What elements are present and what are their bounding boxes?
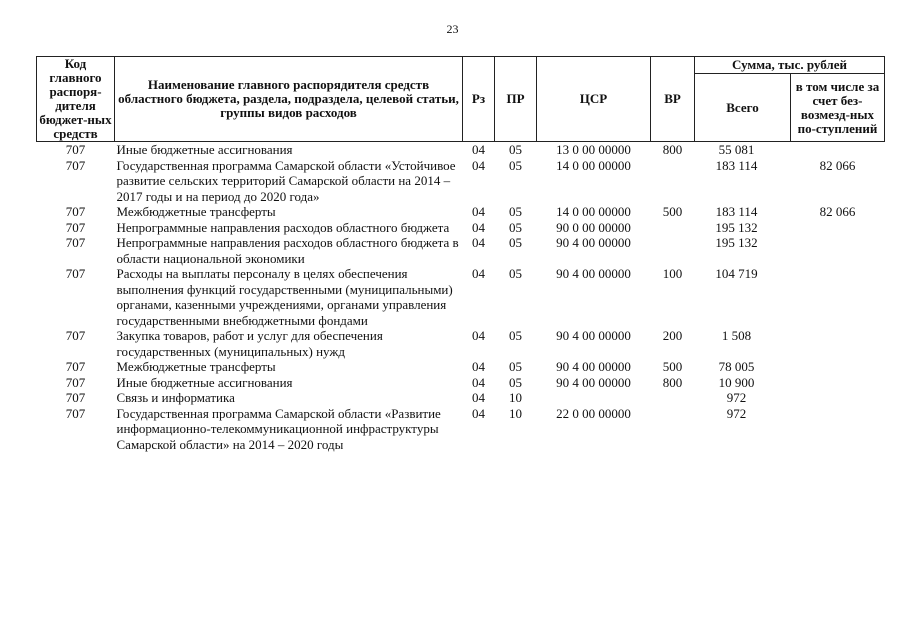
cell-free xyxy=(791,328,885,359)
cell-vr: 800 xyxy=(662,374,683,390)
cell-code: 707 xyxy=(65,405,86,421)
cell-pr: 10 xyxy=(509,390,522,405)
cell-rz: 04 xyxy=(472,359,485,374)
cell-csr: 90 4 00 00000 xyxy=(556,328,631,343)
table-row xyxy=(37,235,885,266)
table-body xyxy=(37,142,885,453)
cell-rz: 04 xyxy=(472,374,485,390)
cell-total: 972 xyxy=(726,390,747,405)
budget-table xyxy=(36,56,885,452)
cell-pr: 05 xyxy=(509,142,522,157)
cell-total: 10 900 xyxy=(718,374,755,390)
cell-name: Закупка товаров, работ и услуг для обеспечения государственных (муниципальных) нужд xyxy=(116,328,383,359)
table-header xyxy=(37,57,885,142)
cell-rz: 04 xyxy=(472,219,485,235)
table-row xyxy=(37,204,885,220)
cell-total: 183 114 xyxy=(715,157,758,173)
table-row xyxy=(37,406,885,453)
header-vr: ВР xyxy=(651,57,695,142)
cell-vr: 500 xyxy=(662,204,683,219)
cell-code: 707 xyxy=(65,157,86,173)
table-row xyxy=(37,359,885,375)
cell-name: Иные бюджетные ассигнования xyxy=(116,142,293,157)
cell-free: 82 066 xyxy=(819,157,856,173)
cell-rz: 04 xyxy=(472,390,485,405)
cell-total: 1 508 xyxy=(721,328,752,343)
cell-vr: 500 xyxy=(662,359,683,374)
table-row xyxy=(37,142,885,158)
cell-csr: 90 4 00 00000 xyxy=(556,235,631,250)
cell-pr: 05 xyxy=(509,157,522,173)
table-row xyxy=(37,375,885,391)
cell-csr: 13 0 00 00000 xyxy=(556,142,631,157)
cell-total: 972 xyxy=(726,405,747,421)
cell-csr: 14 0 00 00000 xyxy=(556,204,631,219)
cell-code: 707 xyxy=(65,359,86,374)
cell-rz: 04 xyxy=(472,328,485,343)
cell-vr: 800 xyxy=(662,142,683,157)
cell-code: 707 xyxy=(65,142,86,157)
header-rz: Рз xyxy=(463,57,495,142)
cell-free xyxy=(791,375,885,391)
cell-name: Непрограммные направления расходов областного бюджета в области национальной экономики xyxy=(116,235,459,266)
page-number: 23 xyxy=(446,22,459,36)
cell-pr: 05 xyxy=(509,374,522,390)
header-name: Наименование главного распорядителя средств областного бюджета, раздела, подраздела, целевой статьи, группы видов расходов xyxy=(115,57,463,142)
cell-csr xyxy=(537,390,651,406)
cell-pr: 05 xyxy=(509,219,522,235)
cell-name: Межбюджетные трансферты xyxy=(116,204,276,219)
cell-rz: 04 xyxy=(472,266,485,281)
cell-pr: 05 xyxy=(509,235,522,250)
cell-total: 195 132 xyxy=(715,219,758,235)
cell-free xyxy=(791,406,885,453)
cell-code: 707 xyxy=(65,374,86,390)
cell-pr: 05 xyxy=(509,328,522,343)
cell-total: 104 719 xyxy=(715,266,758,281)
cell-code: 707 xyxy=(65,219,86,235)
cell-vr: 200 xyxy=(662,328,683,343)
cell-code: 707 xyxy=(65,204,86,219)
table-row xyxy=(37,328,885,359)
cell-vr: 100 xyxy=(662,266,683,281)
cell-total: 195 132 xyxy=(715,235,758,250)
cell-pr: 05 xyxy=(509,359,522,374)
cell-rz: 04 xyxy=(472,142,485,157)
cell-csr: 22 0 00 00000 xyxy=(556,405,631,421)
cell-csr: 90 4 00 00000 xyxy=(556,359,631,374)
cell-vr xyxy=(651,235,695,266)
cell-csr: 90 0 00 00000 xyxy=(556,219,631,235)
cell-rz: 04 xyxy=(472,157,485,173)
cell-total: 78 005 xyxy=(718,359,755,374)
cell-free xyxy=(791,142,885,158)
cell-vr xyxy=(651,406,695,453)
table-row xyxy=(37,266,885,328)
table-row xyxy=(37,220,885,236)
cell-name: Расходы на выплаты персоналу в целях обеспечения выполнения функций государственными (муниципальными) органами, казенными учреждениями, органами управления государственными внебюджетными фондами xyxy=(116,266,453,328)
cell-pr: 10 xyxy=(509,405,522,421)
cell-code: 707 xyxy=(65,235,86,250)
table-row xyxy=(37,158,885,205)
cell-free xyxy=(791,235,885,266)
cell-code: 707 xyxy=(65,328,86,343)
cell-free: 82 066 xyxy=(819,204,856,219)
cell-csr: 90 4 00 00000 xyxy=(556,374,631,390)
cell-pr: 05 xyxy=(509,266,522,281)
cell-name: Связь и информатика xyxy=(116,390,235,405)
cell-total: 55 081 xyxy=(718,142,755,157)
cell-name: Иные бюджетные ассигнования xyxy=(116,374,293,390)
cell-vr xyxy=(651,220,695,236)
cell-name: Непрограммные направления расходов областного бюджета xyxy=(116,219,450,235)
cell-free xyxy=(791,390,885,406)
cell-csr: 14 0 00 00000 xyxy=(556,157,631,173)
cell-free xyxy=(791,359,885,375)
header-pr: ПР xyxy=(495,57,537,142)
header-sum: Сумма, тыс. рублей xyxy=(695,57,885,74)
header-free: в том числе за счет без-возмезд-ных по-ступлений xyxy=(791,74,885,142)
cell-rz: 04 xyxy=(472,204,485,219)
cell-code: 707 xyxy=(65,266,86,281)
cell-name: Государственная программа Самарской области «Устойчивое развитие сельских территорий Самарской области на 2014 – 2017 годы и на период до 2020 года» xyxy=(116,157,456,204)
cell-vr xyxy=(651,390,695,406)
cell-free xyxy=(791,220,885,236)
header-total: Всего xyxy=(695,74,791,142)
cell-rz: 04 xyxy=(472,235,485,250)
cell-pr: 05 xyxy=(509,204,522,219)
cell-name: Межбюджетные трансферты xyxy=(116,359,276,374)
cell-name: Государственная программа Самарской области «Развитие информационно-телекоммуникационной инфраструктуры Самарской области» на 2014 – 2020 годы xyxy=(116,405,441,452)
table-row xyxy=(37,390,885,406)
cell-vr xyxy=(651,158,695,205)
cell-total: 183 114 xyxy=(715,204,758,219)
cell-csr: 90 4 00 00000 xyxy=(556,266,631,281)
cell-free xyxy=(791,266,885,328)
header-csr: ЦСР xyxy=(537,57,651,142)
cell-rz: 04 xyxy=(472,405,485,421)
cell-code: 707 xyxy=(65,390,86,405)
header-code: Код главного распоря-дителя бюджет-ных средств xyxy=(37,57,115,142)
